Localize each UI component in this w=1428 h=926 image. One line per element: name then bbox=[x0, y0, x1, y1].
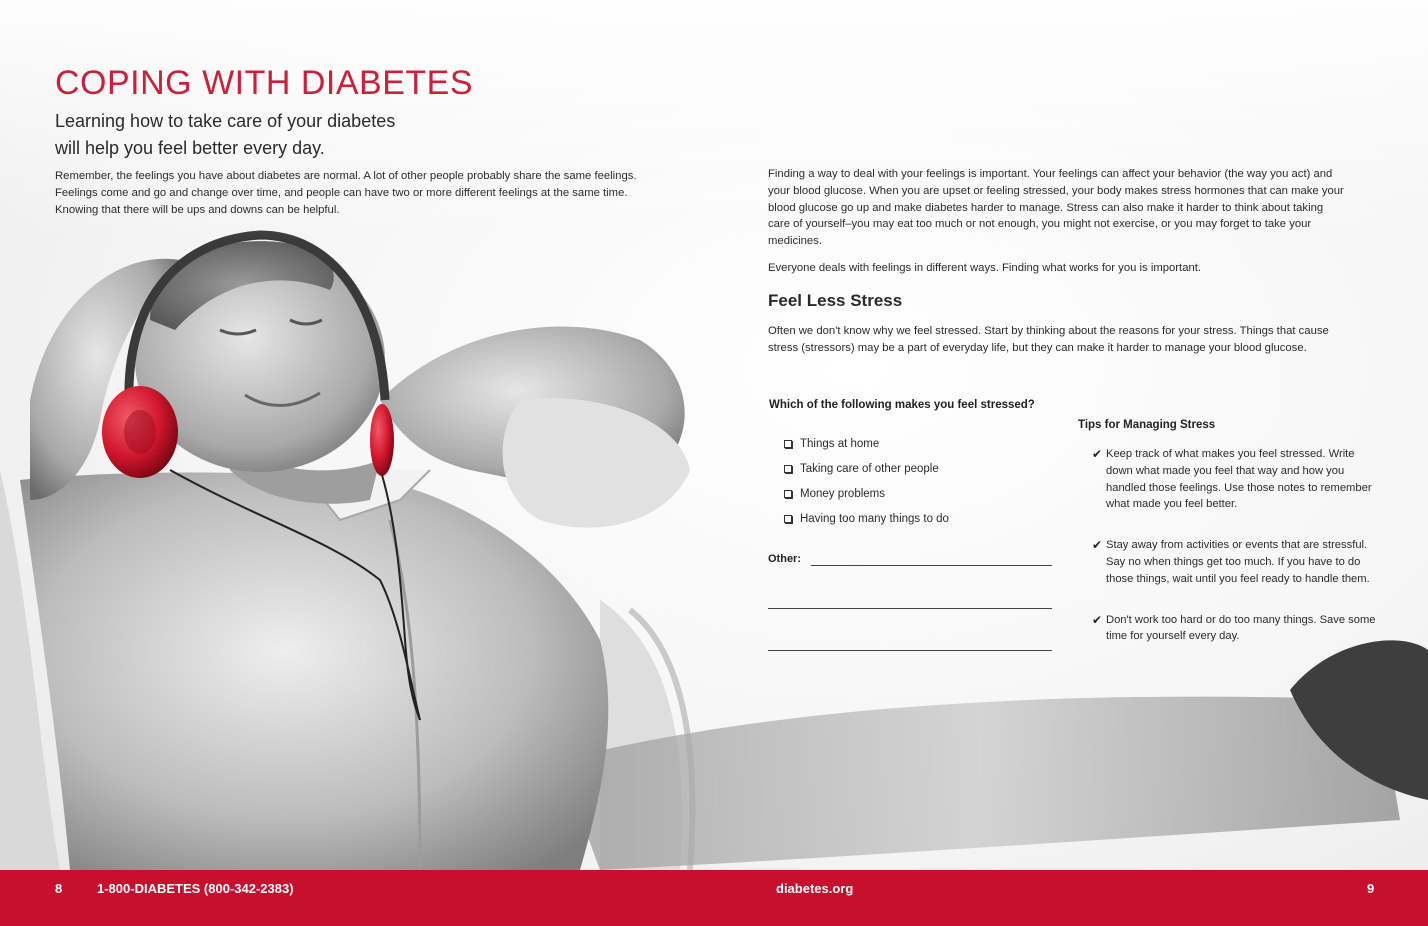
left-page-number: 8 bbox=[55, 881, 63, 896]
subtitle-line: will help you feel better every day. bbox=[55, 138, 325, 158]
checklist-item[interactable] bbox=[784, 506, 949, 531]
other-write-line[interactable] bbox=[811, 565, 1052, 566]
tip-text: Keep track of what makes you feel stressed. Write down what made you feel that way and how you handled those feelings. Use those notes to remember what made you feel better. bbox=[1106, 448, 1372, 511]
footer-bar bbox=[0, 870, 1428, 926]
checkbox-icon[interactable] bbox=[784, 515, 792, 523]
checkmark-icon: ✔ bbox=[1092, 447, 1103, 461]
section-title: Feel Less Stress bbox=[768, 290, 903, 310]
checklist-item[interactable] bbox=[784, 481, 949, 506]
checkmark-icon: ✔ bbox=[1092, 612, 1103, 627]
other-label: Other: bbox=[768, 553, 801, 565]
tip-item bbox=[1092, 612, 1382, 646]
checklist-label: Taking care of other people bbox=[800, 462, 939, 475]
everyone-paragraph: Everyone deals with feelings in different ways. Finding what works for you is important. bbox=[768, 261, 1202, 274]
checklist-label: Money problems bbox=[800, 487, 886, 500]
checkmark-icon: ✔ bbox=[1092, 538, 1103, 553]
tips-list bbox=[1092, 446, 1382, 645]
subtitle-line: Learning how to take care of your diabetes bbox=[55, 111, 396, 131]
right-column bbox=[768, 166, 1348, 366]
other-write-line[interactable] bbox=[768, 650, 1052, 651]
tip-item bbox=[1092, 537, 1382, 587]
checkbox-icon[interactable] bbox=[784, 490, 792, 498]
checklist-item[interactable] bbox=[784, 431, 949, 456]
tip-text: Stay away from activities or events that are stressful. Say no when things get too much. If you have to do those things, wait until you feel ready to handle them. bbox=[1106, 539, 1370, 585]
stressor-checklist bbox=[784, 431, 949, 531]
stress-question: Which of the following makes you feel stressed? bbox=[769, 399, 1035, 411]
checklist-label: Having too many things to do bbox=[800, 512, 949, 525]
checklist-label: Things at home bbox=[800, 437, 880, 450]
checkbox-icon[interactable] bbox=[784, 465, 792, 473]
checkbox-icon[interactable] bbox=[784, 440, 792, 448]
website-link[interactable]: diabetes.org bbox=[776, 881, 854, 896]
intro-paragraph: Remember, the feelings you have about diabetes are normal. A lot of other people probably share the same feelings. Feelings come and go and change over time, and people can have two or more different feelings at the same time. Knowing that there will be ups and downs can be helpful. bbox=[55, 170, 637, 216]
right-page-number: 9 bbox=[1367, 881, 1375, 896]
tips-title: Tips for Managing Stress bbox=[1078, 419, 1216, 431]
tip-item bbox=[1092, 446, 1382, 513]
page-title: COPING WITH DIABETES bbox=[55, 64, 474, 102]
feelings-paragraph: Finding a way to deal with your feelings is important. Your feelings can affect your behavior (the way you act) and your blood glucose. When you are upset or feeling stressed, your body makes stress hormones that can make your blood glucose go up and make diabetes harder to manage. Stress can also make it harder to think about taking care of yourself–you may eat too much or not enough, you might not exercise, or you may forget to take your medicines. bbox=[768, 168, 1344, 248]
page-subtitle bbox=[55, 108, 475, 162]
tip-text: Don't work too hard or do too many things. Save some time for yourself every day. bbox=[1106, 613, 1376, 643]
other-write-line[interactable] bbox=[768, 608, 1052, 609]
stress-paragraph: Often we don't know why we feel stressed. Start by thinking about the reasons for your stress. Things that cause stress (stressors) may be a part of everyday life, but they can make it harder to manage your blood glucose. bbox=[768, 324, 1329, 354]
checklist-item[interactable] bbox=[784, 456, 949, 481]
phone-number[interactable]: 1-800-DIABETES (800-342-2383) bbox=[97, 881, 294, 896]
